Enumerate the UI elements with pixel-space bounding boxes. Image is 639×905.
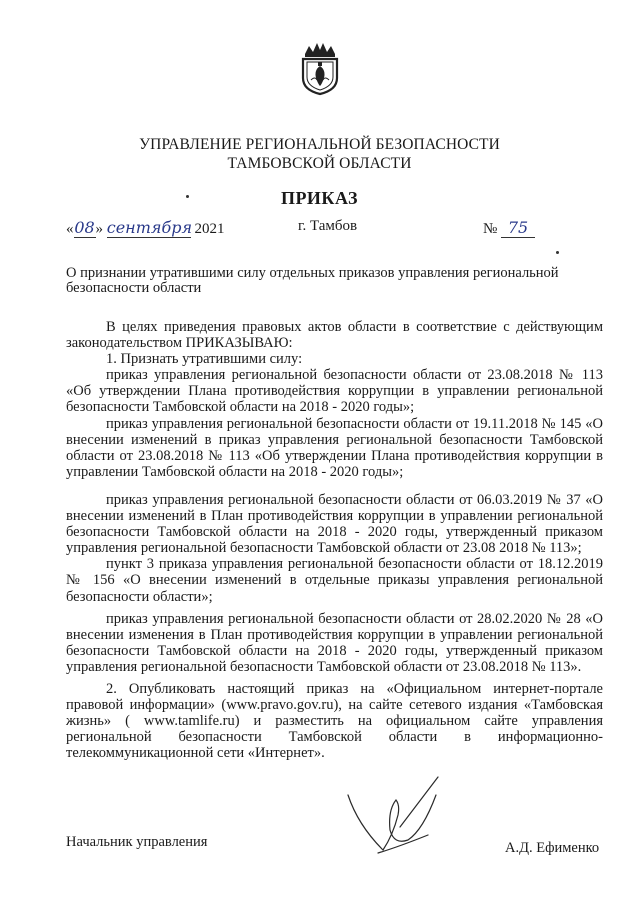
subitem-d: пункт 3 приказа управления региональной безопасности области от 18.12.2019 № 156 «О внесении изменений в отдельные приказы управления региональной безопасности области»; bbox=[66, 556, 603, 605]
scan-speck bbox=[186, 195, 189, 198]
org-name-line2: ТАМБОВСКОЙ ОБЛАСТИ bbox=[227, 155, 412, 172]
document-title: ПРИКАЗ bbox=[280, 188, 359, 208]
handwritten-signature bbox=[338, 755, 448, 865]
org-name-line1: УПРАВЛЕНИЕ РЕГИОНАЛЬНОЙ БЕЗОПАСНОСТИ bbox=[139, 136, 500, 153]
date-month: сентября bbox=[106, 218, 193, 237]
subitem-b: приказ управления региональной безопасности области от 19.11.2018 № 145 «О внесении изменений в приказ управления региональной безопасности Тамбовской области от 23.08.2018 № 113 «Об утверждении Плана противодействия коррупции в управлении Тамбовской области на 2018 - 2020 годы»; bbox=[66, 415, 603, 480]
order-number bbox=[483, 218, 535, 238]
item-1: 1. Признать утратившими силу: bbox=[106, 351, 303, 368]
coat-of-arms-icon bbox=[299, 40, 341, 96]
subitem-e: приказ управления региональной безопасности области от 28.02.2020 № 28 «О внесении изменения в План противодействия коррупции в управлении региональной безопасности Тамбовской области на 2018 - 2020 годы, утвержденный приказом управления региональной безопасности Тамбовской области от 23.08.2018 № 113». bbox=[66, 610, 603, 675]
city: г. Тамбов bbox=[298, 218, 358, 234]
signatory-name: А.Д. Ефименко bbox=[505, 840, 600, 856]
date-day: 08 bbox=[74, 218, 95, 237]
item-2: 2. Опубликовать настоящий приказ на «Официальном интернет-портале правовой информации» (www.pravo.gov.ru), на сайте сетевого издания «Тамбовская жизнь» ( www.tamlife.ru) и разместить на официальном сайте управления региональной безопасности Тамбовской области в информационно-телекоммуникационной сети «Интернет». bbox=[66, 680, 603, 762]
order-subject: О признании утратившими силу отдельных приказов управления региональной безопасности области bbox=[66, 265, 559, 296]
number-label: № bbox=[483, 221, 498, 237]
date-open-quote: « bbox=[66, 221, 74, 237]
subitem-a: приказ управления региональной безопасности области от 23.08.2018 № 113 «Об утверждении Плана противодействия коррупции в управлении региональной безопасности Тамбовской области на 2018 - 2020 годы»; bbox=[66, 367, 603, 416]
number-value: 75 bbox=[501, 218, 535, 238]
date-close-quote: » bbox=[95, 221, 103, 237]
scan-speck bbox=[556, 251, 559, 254]
signatory-position: Начальник управления bbox=[66, 834, 208, 850]
order-date bbox=[66, 218, 225, 238]
date-year: 2021 bbox=[194, 221, 225, 237]
preamble: В целях приведения правовых актов области в соответствие с действующим законодательством ПРИКАЗЫВАЮ: bbox=[66, 319, 603, 352]
order-body bbox=[66, 319, 603, 761]
subitem-c: приказ управления региональной безопасности области от 06.03.2019 № 37 «О внесении изменений в План противодействия коррупции в управлении региональной безопасности Тамбовской области на 2018 - 2020 годы, утвержденный приказом управления региональной безопасности Тамбовской области от 23.08 2018 № 113»; bbox=[66, 491, 603, 557]
